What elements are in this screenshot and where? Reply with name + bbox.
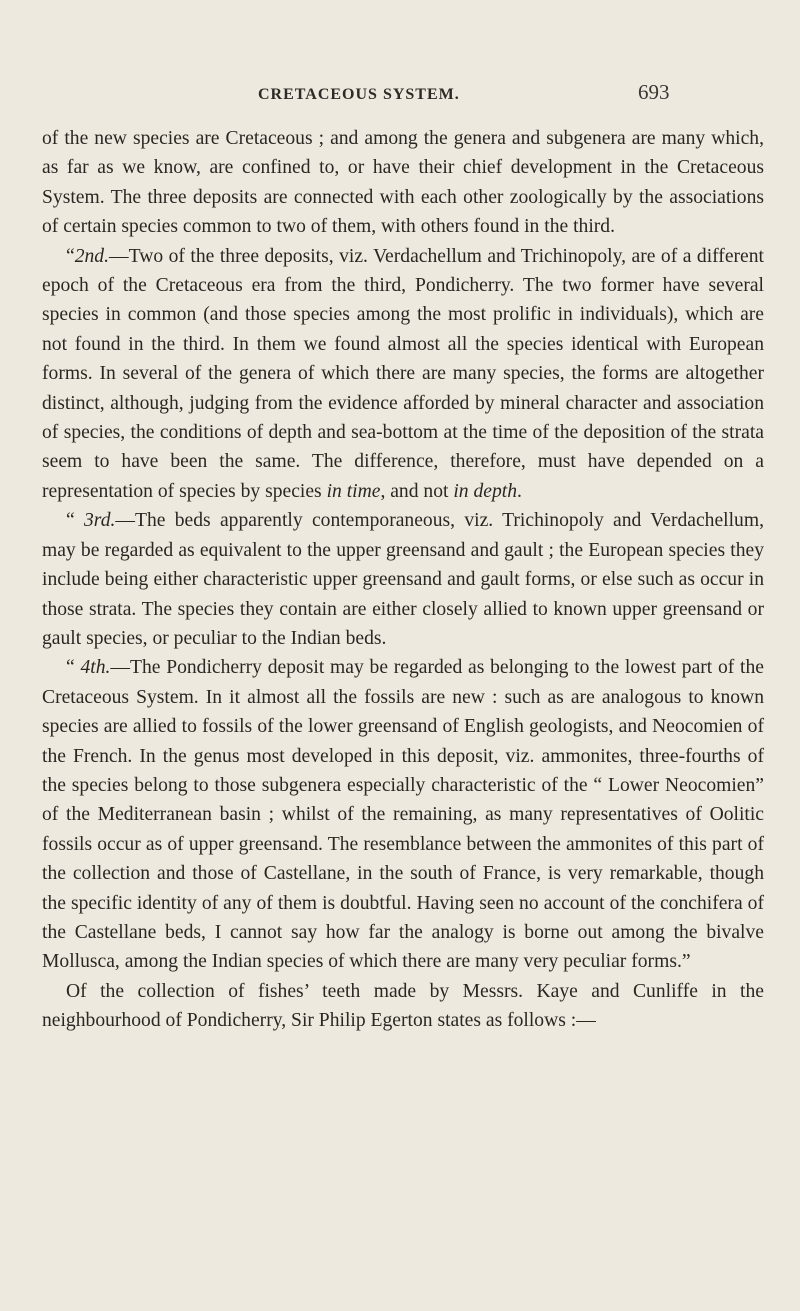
- section-label: 4th.: [80, 657, 111, 679]
- page-number: 693: [638, 80, 670, 104]
- body-text: [42, 124, 764, 1036]
- section-label: 3rd.: [84, 510, 116, 532]
- open-quote: “: [66, 245, 75, 267]
- section-label: 2nd.: [74, 245, 109, 267]
- open-quote: “: [66, 510, 84, 532]
- emphasis-text: in time: [326, 480, 381, 502]
- paragraph-text: —The Pondicherry deposit may be regarded as belonging to the lowest part of the Cretaceous System. In it almost all the fossils are new : such as are analogous to known species are allied to fossils of the lower greensand of English geologists, and Neocomien of the French. In the genus most developed in this deposit, viz. ammonites, three-fourths of the species belong to those subgenera especially characteristic of the “ Lower Neocomien” of the Mediterranean basin ; whilst of the remaining, as many representatives of Oolitic fossils occur as of upper greensand. The resemblance between the ammonites of this part of the collection and those of Castellane, in the south of France, is very remarkable, though the specific identity of any of them is doubtful. Having seen no account of the conchifera of the Castellane beds, I cannot say how far the analogy is borne out among the bivalve Mollusca, among the Indian species of which there are many very peculiar forms.”: [42, 657, 764, 973]
- paragraph-fishes: Of the collection of fishes’ teeth made by Messrs. Kaye and Cunliffe in the neighbourhood of Pondicherry, Sir Philip Egerton states as follows :—: [42, 980, 764, 1032]
- paragraph-4th: [42, 653, 764, 976]
- paragraph-continuation: of the new species are Cretaceous ; and among the genera and subgenera are many which, as far as we know, are confined to, or have their chief development in the Cretaceous System. The three deposits are connected with each other zoologically by the associations of certain species common to two of them, with others found in the third.: [42, 128, 764, 238]
- paragraph-2nd: [42, 242, 764, 507]
- paragraph-text: —Two of the three deposits, viz. Verdachellum and Trichinopoly, are of a different epoch of the Cretaceous era from the third, Pondicherry. The two former have several species in common (and those species among the most prolific in individuals), which are not found in the third. In them we found almost all the species identical with European forms. In several of the genera of which there are many species, the forms are altogether distinct, although, judging from the evidence afforded by mineral character and association of species, the conditions of depth and sea-bottom at the time of the deposition of the strata seem to have been the same. The difference, therefore, must have depended on a representation of species by species: [42, 245, 764, 502]
- paragraph-text: .: [517, 480, 522, 502]
- open-quote: “: [66, 657, 81, 679]
- emphasis-text: in depth: [453, 480, 518, 502]
- paragraph-text: , and not: [380, 480, 454, 502]
- running-header: CRETACEOUS SYSTEM.: [258, 86, 460, 103]
- paragraph-3rd: [42, 506, 764, 653]
- paragraph-text: —The beds apparently contemporaneous, viz. Trichinopoly and Verdachellum, may be regarded as equivalent to the upper greensand and gault ; the European species they include being either characteristic upper greensand and gault forms, or else such as occur in those strata. The species they contain are either closely allied to known upper greensand or gault species, or peculiar to the Indian beds.: [42, 510, 764, 649]
